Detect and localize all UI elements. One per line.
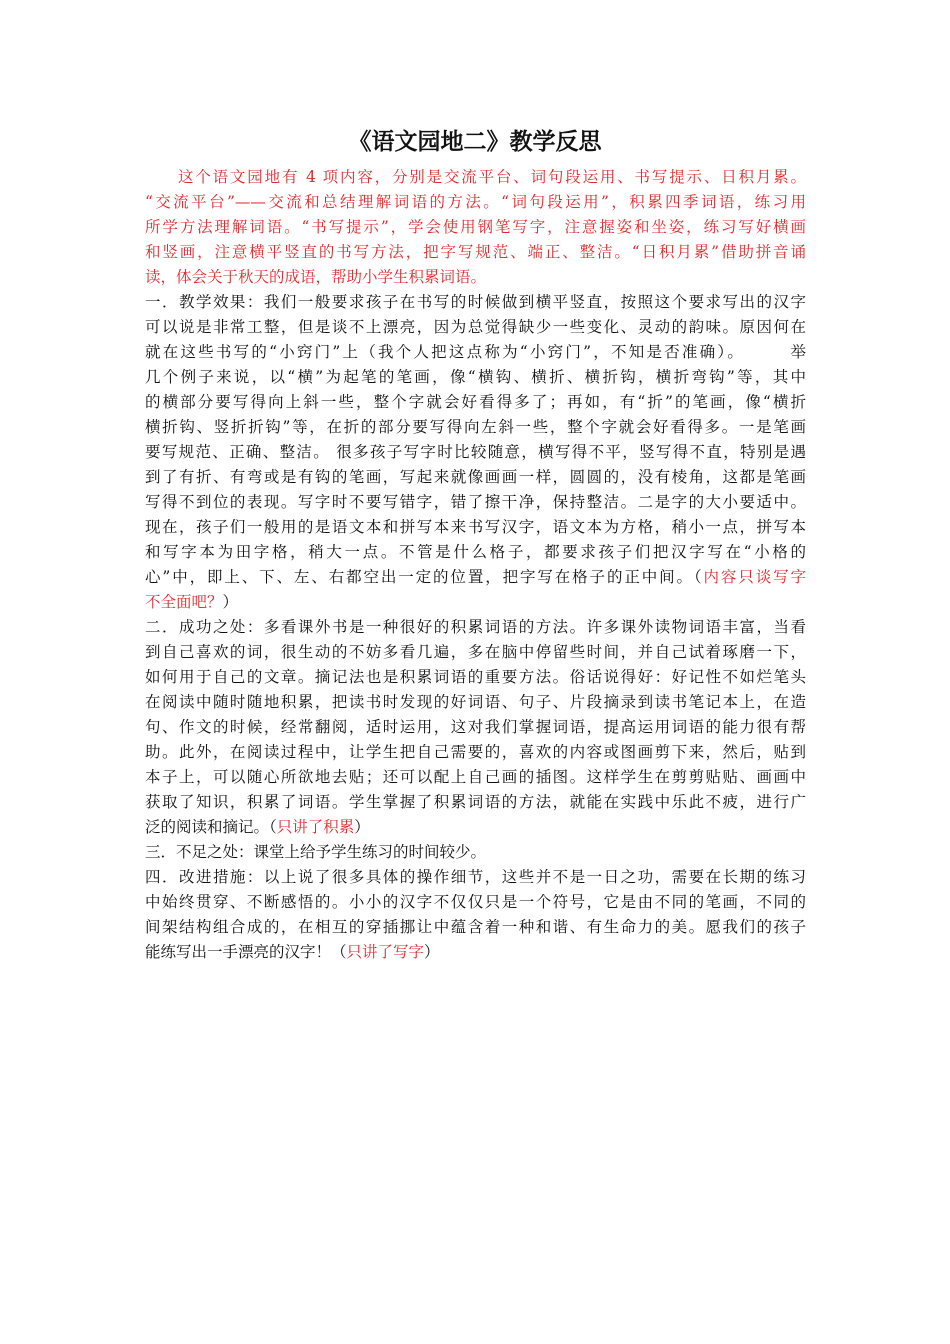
body-text: 获取了知识，积累了词语。学生掌握了积累词语的方法，就能在实践中乐此不疲，进行广 (145, 793, 806, 811)
red-comment-text: 只讲了写字 (346, 943, 425, 961)
body-text: 泛的阅读和摘记。（ (145, 818, 277, 836)
text-line (145, 315, 806, 340)
text-line (145, 815, 806, 840)
red-comment-text: 只讲了积累 (276, 818, 355, 836)
body-text: 助。此外，在阅读过程中，让学生把自己需要的，喜欢的内容或图画剪下来，然后，贴到 (145, 743, 806, 761)
text-line (145, 265, 806, 290)
text-line (145, 665, 806, 690)
red-comment-text: 不全面吧？ (145, 593, 223, 611)
body-text: 句、作文的时候，经常翻阅，适时运用，这对我们掌握词语，提高运用词语的能力很有帮 (145, 718, 806, 736)
red-comment-text: 和竖画，注意横平竖直的书写方法，把字写规范、端正、整洁。“日积月累”借助拼音诵 (145, 243, 806, 261)
red-comment-text: 所学方法理解词语。“书写提示”，学会使用钢笔写字，注意握姿和坐姿，练习写好横画 (145, 218, 806, 236)
text-line (145, 915, 806, 940)
text-line (145, 215, 806, 240)
body-text: 中始终贯穿、不断感悟的。小小的汉字不仅仅只是一个符号，它是由不同的笔画，不同的 (145, 893, 806, 911)
body-text: 三．不足之处：课堂上给予学生练习的时间较少。 (145, 843, 487, 861)
text-line (145, 940, 806, 965)
text-line (145, 715, 806, 740)
body-text: 间架结构组合成的，在相互的穿插挪让中蕴含着一种和谐、有生命力的美。愿我们的孩子 (145, 918, 806, 936)
text-line (145, 565, 806, 590)
body-text: 就在这些书写的“小窍门”上（我个人把这点称为“小窍门”，不知是否准确）。 举 (145, 343, 806, 361)
text-line (145, 640, 806, 665)
body-text: 四．改进措施：以上说了很多具体的操作细节，这些并不是一日之功，需要在长期的练习 (145, 868, 806, 886)
body-text: 到自己喜欢的词，很生动的不妨多看几遍，多在脑中停留些时间，并自己试着琢磨一下， (145, 643, 806, 661)
body-text: 和写字本为田字格，稍大一点。不管是什么格子，都要求孩子们把汉字写在“小格的 (145, 543, 806, 561)
text-line (145, 290, 806, 315)
red-comment-text: 读，体会关于秋天的成语，帮助小学生积累词语。 (145, 268, 487, 286)
body-text: 心”中，即上、下、左、右都空出一定的位置，把字写在格子的正中间。（ (145, 568, 704, 586)
body-text: 横折钩、竖折折钩”等，在折的部分要写得向左斜一些，整个字就会好看得多。一是笔画 (145, 418, 806, 436)
text-line (145, 540, 806, 565)
body-text: ） (424, 943, 440, 961)
text-line (145, 490, 806, 515)
body-text: 在阅读中随时随地积累，把读书时发现的好词语、句子、片段摘录到读书笔记本上，在造 (145, 693, 806, 711)
text-line (145, 190, 806, 215)
body-text: 的横部分要写得向上斜一些，整个字就会好看得多了；再如，有“折”的笔画，像“横折 (145, 393, 806, 411)
text-line (145, 465, 806, 490)
body-text: ） (222, 593, 239, 611)
text-line (145, 740, 806, 765)
body-text: 一．教学效果：我们一般要求孩子在书写的时候做到横平竖直，按照这个要求写出的汉字 (145, 293, 806, 311)
body-text: 写得不到位的表现。写字时不要写错字，错了擦干净，保持整洁。二是字的大小要适中。 (145, 493, 806, 511)
text-line (145, 615, 806, 640)
red-comment-text: “交流平台”——交流和总结理解词语的方法。“词句段运用”，积累四季词语，练习用 (145, 193, 806, 211)
body-text: 二．成功之处：多看课外书是一种很好的积累词语的方法。许多课外读物词语丰富，当看 (145, 618, 806, 636)
body-text: 可以说是非常工整，但是谈不上漂亮，因为总觉得缺少一些变化、灵动的韵味。原因何在 (145, 318, 806, 336)
body-text: 现在，孩子们一般用的是语文本和拼写本来书写汉字，语文本为方格，稍小一点，拼写本 (145, 518, 806, 536)
text-line (145, 240, 806, 265)
text-line (145, 865, 806, 890)
body-text: ） (354, 818, 370, 836)
text-line (145, 165, 806, 190)
text-line (145, 440, 806, 465)
body-text: 到了有折、有弯或是有钩的笔画，写起来就像画画一样，圆圆的，没有棱角，这都是笔画 (145, 468, 806, 486)
text-line (145, 765, 806, 790)
red-comment-text: 内容只谈写字 (703, 568, 806, 586)
body-text: 能练写出一手漂亮的汉字！（ (145, 943, 347, 961)
text-line (145, 790, 806, 815)
body-text: 几个例子来说，以“横”为起笔的笔画，像“横钩、横折、横折钩，横折弯钩”等，其中 (145, 368, 806, 386)
text-line (145, 840, 806, 865)
text-line (145, 515, 806, 540)
body-text: 要写规范、正确、整洁。 很多孩子写字时比较随意，横写得不平，竖写得不直，特别是遇 (145, 443, 806, 461)
text-line (145, 690, 806, 715)
body-text: 本子上，可以随心所欲地去贴；还可以配上自己画的插图。这样学生在剪剪贴贴、画画中 (145, 768, 806, 786)
text-line (145, 365, 806, 390)
text-line (145, 590, 806, 615)
text-line (145, 415, 806, 440)
text-line (145, 390, 806, 415)
red-comment-text: 这个语文园地有 4 项内容，分别是交流平台、词句段运用、书写提示、日积月累。 (178, 168, 806, 186)
text-line (145, 340, 806, 365)
document-title: 《语文园地二》教学反思 (348, 129, 602, 155)
document-body (145, 165, 806, 965)
text-line (145, 890, 806, 915)
body-text: 如何用于自己的文章。摘记法也是积累词语的重要方法。俗话说得好：好记性不如烂笔头 (145, 668, 806, 686)
